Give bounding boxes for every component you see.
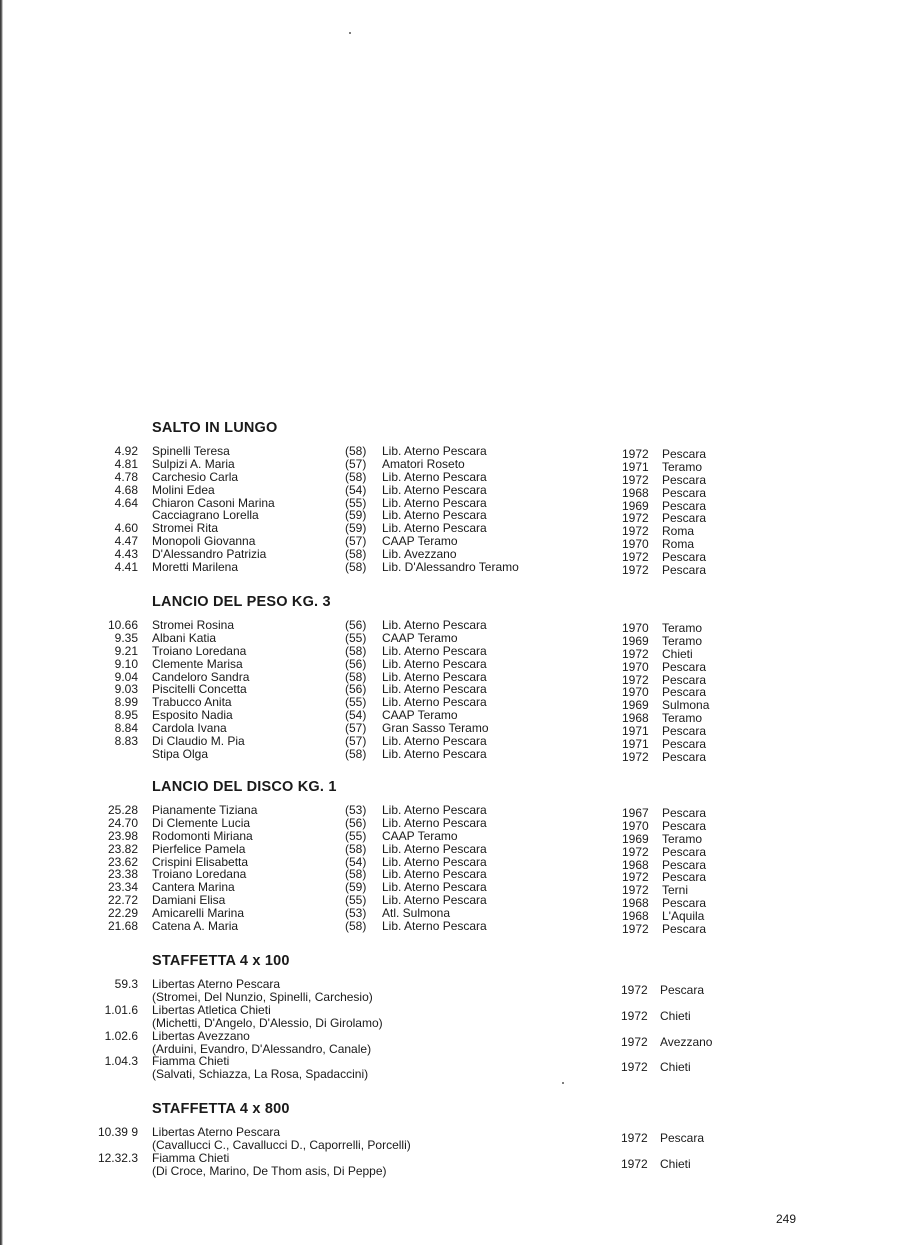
- athlete-name: Cacciagrano Lorella: [152, 508, 259, 523]
- birth-year: (58): [345, 444, 367, 458]
- record-year: 1970: [622, 685, 649, 700]
- result-mark: 4.41: [114, 560, 138, 575]
- birth-year: (58): [345, 746, 367, 761]
- table-row: [0, 630, 900, 648]
- record-city: Teramo: [662, 621, 703, 635]
- page-number: 249: [776, 1212, 797, 1226]
- birth-year: (58): [345, 841, 367, 856]
- birth-year: (58): [345, 669, 367, 684]
- result-mark: 4.81: [114, 456, 138, 471]
- club-name: Lib. Aterno Pescara: [382, 521, 487, 536]
- athlete-name: Troiano Loredana: [152, 867, 247, 882]
- birth-year: (55): [345, 695, 367, 710]
- result-mark: 8.84: [114, 721, 138, 736]
- result-mark: 9.35: [114, 630, 138, 645]
- birth-year: (58): [345, 643, 367, 658]
- section-title: SALTO IN LUNGO: [152, 420, 278, 436]
- club-name: Lib. Aterno Pescara: [382, 508, 487, 523]
- club-name: Lib. Aterno Pescara: [382, 618, 487, 632]
- relay-row: [0, 1152, 900, 1178]
- record-city: L'Aquila: [662, 909, 705, 924]
- club-name: Lib. Aterno Pescara: [382, 682, 487, 697]
- record-city: Pescara: [662, 749, 707, 764]
- result-mark: 23.62: [107, 854, 138, 869]
- record-year: 1972: [622, 844, 649, 859]
- birth-year: (59): [345, 508, 367, 523]
- club-name: Lib. Aterno Pescara: [382, 815, 487, 830]
- relay-team: Libertas Aterno Pescara: [152, 1125, 281, 1139]
- result-mark: 4.43: [114, 547, 138, 562]
- table-row: [0, 656, 900, 674]
- record-year: 1969: [622, 831, 649, 846]
- athlete-name: Molini Edea: [152, 482, 215, 497]
- record-city: Pescara: [662, 857, 707, 872]
- record-city: Pescara: [662, 922, 707, 937]
- athlete-name: Trabucco Anita: [152, 695, 232, 710]
- athlete-name: Troiano Loredana: [152, 643, 247, 658]
- athlete-name: Rodomonti Miriana: [152, 828, 253, 843]
- relay-table: [0, 978, 900, 1081]
- club-name: Amatori Roseto: [382, 456, 465, 471]
- athlete-name: Candeloro Sandra: [152, 669, 250, 684]
- birth-year: (56): [345, 815, 367, 830]
- club-name: Lib. Aterno Pescara: [382, 469, 487, 484]
- table-row: [0, 469, 900, 487]
- club-name: Lib. Aterno Pescara: [382, 669, 487, 684]
- birth-year: (56): [345, 618, 367, 632]
- athlete-name: Amicarelli Marina: [152, 906, 245, 921]
- record-year: 1970: [622, 537, 649, 552]
- club-name: Lib. Aterno Pescara: [382, 919, 487, 934]
- club-name: Atl. Sulmona: [382, 906, 451, 921]
- section-title: LANCIO DEL PESO KG. 3: [152, 594, 331, 610]
- record-year: 1972: [621, 1034, 648, 1049]
- birth-year: (54): [345, 482, 367, 497]
- record-city: Sulmona: [662, 698, 710, 713]
- relay-team: Fiamma Chieti: [152, 1150, 230, 1165]
- record-year: 1972: [622, 883, 649, 898]
- athlete-name: Clemente Marisa: [152, 656, 243, 671]
- relay-team: Libertas Aterno Pescara: [152, 977, 281, 991]
- relay-members: (Di Croce, Marino, De Thom asis, Di Peppe): [152, 1163, 387, 1178]
- birth-year: (58): [345, 867, 367, 882]
- birth-year: (58): [345, 560, 367, 575]
- athlete-name: Carchesio Carla: [152, 469, 239, 484]
- record-city: Pescara: [662, 485, 707, 500]
- record-city: Pescara: [662, 672, 707, 687]
- relay-time: 1.02.6: [104, 1028, 138, 1043]
- record-year: 1972: [621, 1060, 648, 1075]
- result-mark: 8.99: [114, 695, 138, 710]
- record-city: Pescara: [662, 724, 707, 739]
- record-year: 1969: [622, 633, 649, 648]
- result-mark: 23.82: [107, 841, 138, 856]
- athlete-name: Chiaron Casoni Marina: [152, 495, 275, 510]
- print-speck: [349, 32, 351, 34]
- relay-row: [0, 1004, 900, 1030]
- record-year: 1971: [622, 737, 649, 752]
- record-city: Teramo: [662, 711, 703, 726]
- result-mark: 8.83: [114, 734, 138, 749]
- table-row: [0, 618, 900, 635]
- record-city: Pescara: [662, 563, 707, 578]
- record-year: 1971: [622, 724, 649, 739]
- club-name: Gran Sasso Teramo: [382, 721, 489, 736]
- athlete-name: Cantera Marina: [152, 880, 235, 895]
- record-city: Teramo: [662, 831, 703, 846]
- club-name: Lib. Aterno Pescara: [382, 734, 487, 749]
- birth-year: (53): [345, 906, 367, 921]
- result-mark: 21.68: [107, 919, 138, 934]
- athlete-name: Sulpizi A. Maria: [152, 456, 235, 471]
- record-city: Pescara: [662, 818, 707, 833]
- relay-members: (Salvati, Schiazza, La Rosa, Spadaccini): [152, 1067, 369, 1082]
- record-year: 1972: [621, 1008, 648, 1023]
- club-name: CAAP Teramo: [382, 708, 458, 723]
- result-mark: 9.04: [114, 669, 138, 684]
- record-year: 1971: [622, 459, 649, 474]
- birth-year: (58): [345, 469, 367, 484]
- relay-row: [0, 1055, 900, 1081]
- record-year: 1972: [622, 524, 649, 539]
- result-mark: 4.92: [114, 444, 138, 458]
- record-year: 1972: [622, 646, 649, 661]
- club-name: Lib. Aterno Pescara: [382, 656, 487, 671]
- record-year: 1968: [622, 909, 649, 924]
- table-row: [0, 841, 900, 859]
- athlete-name: Di Clemente Lucia: [152, 815, 251, 830]
- athlete-name: Damiani Elisa: [152, 893, 226, 908]
- record-city: Pescara: [660, 983, 705, 997]
- result-mark: 22.72: [107, 893, 138, 908]
- club-name: Lib. Aterno Pescara: [382, 893, 487, 908]
- club-name: Lib. Aterno Pescara: [382, 495, 487, 510]
- results-table: [0, 803, 900, 937]
- record-city: Chieti: [660, 1008, 691, 1023]
- record-year: 1972: [622, 870, 649, 885]
- table-row: [0, 643, 900, 661]
- birth-year: (57): [345, 534, 367, 549]
- birth-year: (55): [345, 630, 367, 645]
- relay-members: (Stromei, Del Nunzio, Spinelli, Carchesio): [152, 990, 373, 1004]
- athlete-name: Cardola Ivana: [152, 721, 227, 736]
- record-city: Roma: [662, 524, 695, 539]
- record-city: Pescara: [662, 498, 707, 513]
- record-year: 1972: [621, 983, 648, 997]
- relay-team: Libertas Avezzano: [152, 1028, 250, 1043]
- club-name: CAAP Teramo: [382, 534, 458, 549]
- relay-team: Fiamma Chieti: [152, 1054, 230, 1069]
- results-table: [0, 444, 900, 578]
- record-year: 1970: [622, 621, 649, 635]
- record-city: Teramo: [662, 459, 703, 474]
- birth-year: (57): [345, 734, 367, 749]
- relay-time: 59.3: [114, 977, 138, 991]
- relay-members: (Arduini, Evandro, D'Alessandro, Canale): [152, 1041, 372, 1056]
- birth-year: (58): [345, 547, 367, 562]
- table-row: [0, 815, 900, 833]
- result-mark: 23.38: [107, 867, 138, 882]
- table-row: [0, 746, 900, 764]
- section-title: STAFFETTA 4 x 800: [152, 1101, 290, 1117]
- club-name: Lib. Aterno Pescara: [382, 695, 487, 710]
- birth-year: (55): [345, 828, 367, 843]
- athlete-name: D'Alessandro Patrizia: [152, 547, 267, 562]
- record-year: 1967: [622, 806, 649, 820]
- club-name: Lib. Aterno Pescara: [382, 643, 487, 658]
- record-city: Pescara: [662, 896, 707, 911]
- record-year: 1968: [622, 485, 649, 500]
- result-mark: 9.21: [114, 643, 138, 658]
- record-year: 1972: [621, 1131, 648, 1145]
- result-mark: 4.60: [114, 521, 138, 536]
- record-city: Pescara: [662, 511, 707, 526]
- section-title: LANCIO DEL DISCO KG. 1: [152, 779, 337, 795]
- record-city: Pescara: [662, 844, 707, 859]
- record-year: 1972: [622, 672, 649, 687]
- record-year: 1968: [622, 711, 649, 726]
- record-city: Pescara: [660, 1131, 705, 1145]
- athlete-name: Esposito Nadia: [152, 708, 233, 723]
- record-city: Pescara: [662, 806, 707, 820]
- record-year: 1972: [621, 1156, 648, 1171]
- result-mark: 4.78: [114, 469, 138, 484]
- print-speck: [562, 1082, 564, 1084]
- birth-year: (58): [345, 919, 367, 934]
- club-name: CAAP Teramo: [382, 630, 458, 645]
- birth-year: (59): [345, 521, 367, 536]
- club-name: Lib. Aterno Pescara: [382, 803, 487, 817]
- record-year: 1972: [622, 749, 649, 764]
- result-mark: 4.68: [114, 482, 138, 497]
- club-name: Lib. Aterno Pescara: [382, 746, 487, 761]
- athlete-name: Moretti Marilena: [152, 560, 239, 575]
- record-city: Pescara: [662, 737, 707, 752]
- result-mark: 9.10: [114, 656, 138, 671]
- birth-year: (56): [345, 656, 367, 671]
- relay-team: Libertas Atletica Chieti: [152, 1002, 271, 1017]
- club-name: Lib. Aterno Pescara: [382, 482, 487, 497]
- relay-row: [0, 1126, 900, 1152]
- relay-time: 10.39 9: [97, 1125, 138, 1139]
- record-year: 1972: [622, 922, 649, 937]
- athlete-name: Di Claudio M. Pia: [152, 734, 245, 749]
- relay-members: (Cavallucci C., Cavallucci D., Caporrelli, Porcelli): [152, 1138, 411, 1152]
- birth-year: (55): [345, 495, 367, 510]
- table-row: [0, 828, 900, 846]
- athlete-name: Pianamente Tiziana: [152, 803, 258, 817]
- athlete-name: Stromei Rosina: [152, 618, 235, 632]
- relay-time: 1.01.6: [104, 1002, 138, 1017]
- club-name: CAAP Teramo: [382, 828, 458, 843]
- result-mark: 8.95: [114, 708, 138, 723]
- athlete-name: Pierfelice Pamela: [152, 841, 246, 856]
- record-year: 1972: [622, 447, 649, 461]
- athlete-name: Crispini Elisabetta: [152, 854, 249, 869]
- club-name: Lib. D'Alessandro Teramo: [382, 560, 519, 575]
- result-mark: 23.34: [107, 880, 138, 895]
- relay-row: [0, 1030, 900, 1056]
- record-year: 1972: [622, 472, 649, 487]
- result-mark: 22.29: [107, 906, 138, 921]
- record-year: 1972: [622, 563, 649, 578]
- record-city: Chieti: [660, 1156, 691, 1171]
- record-year: 1969: [622, 498, 649, 513]
- section-title: STAFFETTA 4 x 100: [152, 953, 290, 969]
- relay-time: 1.04.3: [104, 1054, 138, 1069]
- record-city: Roma: [662, 537, 695, 552]
- birth-year: (55): [345, 893, 367, 908]
- athlete-name: Stromei Rita: [152, 521, 219, 536]
- athlete-name: Albani Katia: [152, 630, 217, 645]
- result-mark: 4.47: [114, 534, 138, 549]
- table-row: [0, 560, 900, 578]
- table-row: [0, 444, 900, 461]
- table-row: [0, 734, 900, 752]
- athlete-name: Spinelli Teresa: [152, 444, 230, 458]
- record-city: Pescara: [662, 447, 707, 461]
- club-name: Lib. Aterno Pescara: [382, 880, 487, 895]
- record-city: Avezzano: [660, 1034, 713, 1049]
- relay-table: [0, 1126, 900, 1178]
- birth-year: (57): [345, 721, 367, 736]
- record-year: 1972: [622, 511, 649, 526]
- birth-year: (54): [345, 708, 367, 723]
- result-mark: 25.28: [107, 803, 138, 817]
- table-row: [0, 482, 900, 500]
- record-year: 1969: [622, 698, 649, 713]
- record-city: Pescara: [662, 870, 707, 885]
- table-row: [0, 456, 900, 474]
- birth-year: (54): [345, 854, 367, 869]
- record-city: Pescara: [662, 550, 707, 565]
- athlete-name: Piscitelli Concetta: [152, 682, 247, 697]
- record-city: Pescara: [662, 472, 707, 487]
- birth-year: (59): [345, 880, 367, 895]
- result-mark: 23.98: [107, 828, 138, 843]
- athlete-name: Stipa Olga: [152, 746, 209, 761]
- record-city: Pescara: [662, 659, 707, 674]
- club-name: Lib. Aterno Pescara: [382, 867, 487, 882]
- results-table: [0, 618, 900, 764]
- club-name: Lib. Avezzano: [382, 547, 457, 562]
- athlete-name: Catena A. Maria: [152, 919, 239, 934]
- result-mark: 4.64: [114, 495, 138, 510]
- result-mark: 24.70: [107, 815, 138, 830]
- result-mark: 9.03: [114, 682, 138, 697]
- record-year: 1968: [622, 896, 649, 911]
- result-mark: 10.66: [107, 618, 138, 632]
- record-city: Terni: [662, 883, 689, 898]
- birth-year: (56): [345, 682, 367, 697]
- table-row: [0, 919, 900, 937]
- record-year: 1970: [622, 818, 649, 833]
- record-city: Pescara: [662, 685, 707, 700]
- club-name: Lib. Aterno Pescara: [382, 854, 487, 869]
- athlete-name: Monopoli Giovanna: [152, 534, 256, 549]
- relay-members: (Michetti, D'Angelo, D'Alessio, Di Girolamo): [152, 1015, 383, 1030]
- birth-year: (57): [345, 456, 367, 471]
- record-year: 1968: [622, 857, 649, 872]
- club-name: Lib. Aterno Pescara: [382, 444, 487, 458]
- record-city: Teramo: [662, 633, 703, 648]
- record-city: Chieti: [660, 1060, 691, 1075]
- record-year: 1972: [622, 550, 649, 565]
- record-year: 1970: [622, 659, 649, 674]
- birth-year: (53): [345, 803, 367, 817]
- relay-time: 12.32.3: [97, 1150, 138, 1165]
- record-city: Chieti: [662, 646, 693, 661]
- club-name: Lib. Aterno Pescara: [382, 841, 487, 856]
- relay-row: [0, 978, 900, 1004]
- table-row: [0, 803, 900, 820]
